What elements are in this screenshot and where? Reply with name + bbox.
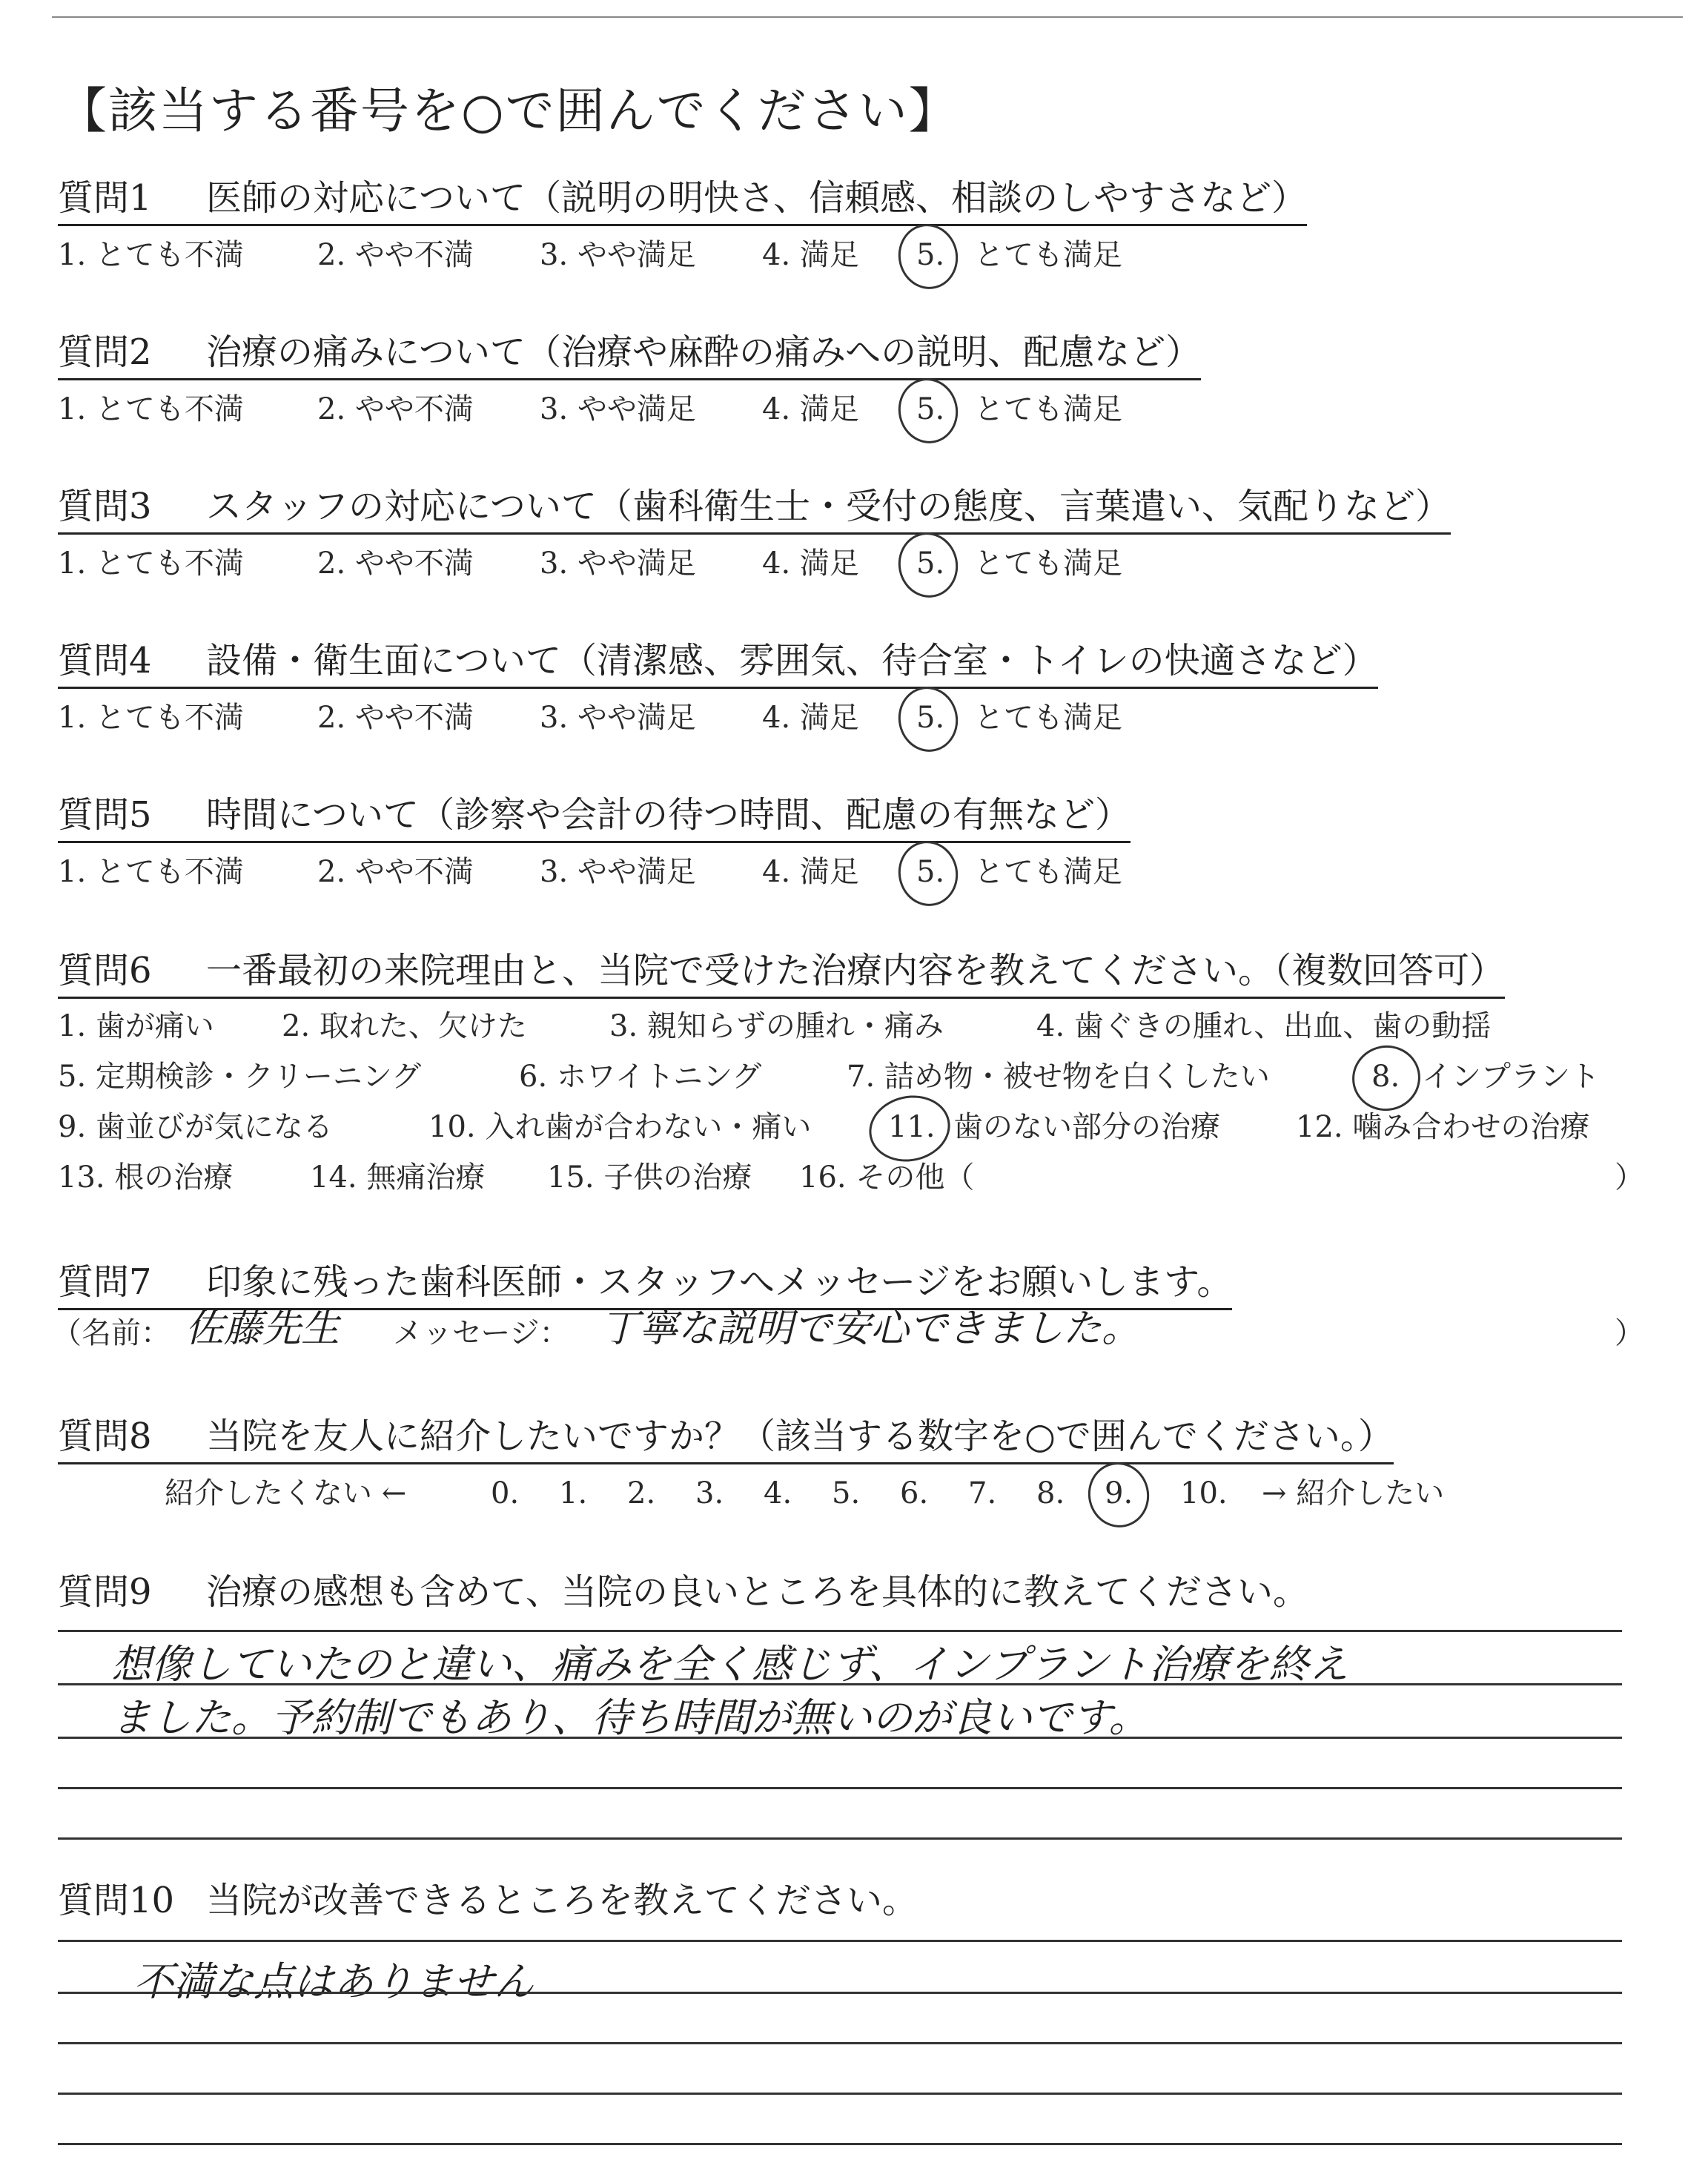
option-2[interactable]: 2. やや不満 (317, 392, 474, 426)
q9-answer-line-2[interactable]: ました。予約制でもあり、待ち時間が無いのが良いです。 (111, 1694, 1149, 1741)
option-3[interactable]: 3. やや満足 (540, 546, 696, 581)
option-1[interactable]: 1. 歯が痛い (58, 1009, 214, 1043)
option-4[interactable]: 4. 満足 (762, 392, 859, 426)
option-7[interactable]: 7. 詰め物・被せ物を白くしたい (847, 1060, 1270, 1094)
question-2-heading (58, 329, 1201, 380)
option-1[interactable]: 1. とても不満 (58, 546, 244, 581)
option-1[interactable]: 1. とても不満 (58, 701, 244, 735)
question-4-heading (58, 638, 1378, 689)
option-4[interactable]: 4. 満足 (762, 701, 859, 735)
writing-line (58, 1737, 1622, 1739)
option-2[interactable]: 2. 取れた、欠けた (282, 1009, 527, 1043)
question-8-heading (58, 1413, 1394, 1464)
option-3[interactable]: 3. やや満足 (540, 392, 696, 426)
option-4[interactable]: 4. 満足 (762, 855, 859, 889)
other-paren-close: ） (1615, 1160, 1644, 1195)
question-6-heading (58, 948, 1505, 999)
question-number: 質問3 (58, 486, 152, 527)
question-text: 治療の痛みについて（治療や麻酔の痛みへの説明、配慮など） (206, 331, 1202, 373)
option-14[interactable]: 14. 無痛治療 (310, 1160, 486, 1195)
instruction-heading: 【該当する番号を○で囲んでください】 (58, 82, 959, 139)
message-paren-close: ） (1615, 1316, 1644, 1350)
writing-line (58, 1992, 1622, 1994)
option-5-label: とても満足 (974, 546, 1122, 581)
name-label: （名前： (52, 1316, 171, 1350)
scale-right-label: → 紹介したい (1262, 1476, 1445, 1510)
option-5-label: とても満足 (974, 701, 1122, 735)
option-5[interactable]: 5. (916, 392, 945, 426)
option-1[interactable]: 1. とても不満 (58, 855, 244, 889)
question-number: 質問7 (58, 1261, 152, 1303)
option-2[interactable]: 2. やや不満 (317, 546, 474, 581)
writing-line (58, 2143, 1622, 2145)
scale-2[interactable]: 2. (627, 1476, 656, 1510)
option-3[interactable]: 3. 親知らずの腫れ・痛み (609, 1009, 944, 1043)
question-10-heading (58, 1877, 918, 1926)
question-number: 質問10 (58, 1880, 175, 1921)
scale-0[interactable]: 0. (491, 1476, 520, 1510)
option-4[interactable]: 4. 満足 (762, 546, 859, 581)
top-rule (52, 16, 1683, 18)
question-1-heading (58, 175, 1307, 226)
scale-7[interactable]: 7. (968, 1476, 997, 1510)
option-3[interactable]: 3. やや満足 (540, 855, 696, 889)
option-5-label: とても満足 (974, 855, 1122, 889)
writing-line (58, 1837, 1622, 1840)
option-2[interactable]: 2. やや不満 (317, 238, 474, 272)
question-text: 当院を友人に紹介したいですか？（該当する数字を○で囲んでください。） (206, 1416, 1394, 1457)
question-3-heading (58, 483, 1451, 535)
scale-6[interactable]: 6. (900, 1476, 929, 1510)
q10-answer-line-1[interactable]: 不満な点はありません (133, 1958, 534, 2005)
question-text: 設備・衛生面について（清潔感、雰囲気、待合室・トイレの快適さなど） (206, 640, 1378, 681)
question-text: 印象に残った歯科医師・スタッフへメッセージをお願いします。 (206, 1261, 1233, 1303)
scale-9[interactable]: 9. (1105, 1476, 1133, 1510)
question-number: 質問8 (58, 1416, 152, 1457)
option-15[interactable]: 15. 子供の治療 (547, 1160, 752, 1195)
option-5[interactable]: 5. 定期検診・クリーニング (58, 1060, 422, 1094)
question-number: 質問9 (58, 1571, 152, 1613)
question-number: 質問6 (58, 950, 152, 991)
question-text: 時間について（診察や会計の待つ時間、配慮の有無など） (206, 794, 1131, 836)
writing-line (58, 1940, 1622, 1942)
writing-line (58, 2093, 1622, 2095)
option-5[interactable]: 5. (916, 238, 945, 272)
option-1[interactable]: 1. とても不満 (58, 392, 244, 426)
question-7-heading (58, 1259, 1232, 1310)
option-10[interactable]: 10. 入れ歯が合わない・痛い (428, 1110, 812, 1144)
option-3[interactable]: 3. やや満足 (540, 701, 696, 735)
question-5-heading (58, 792, 1131, 843)
q9-answer-line-1[interactable]: 想像していたのと違い、痛みを全く感じず、インプラント治療を終え (111, 1641, 1349, 1688)
option-16[interactable]: 16. その他（ (799, 1160, 975, 1195)
message-row (52, 1307, 1644, 1355)
scale-5[interactable]: 5. (832, 1476, 861, 1510)
option-3[interactable]: 3. やや満足 (540, 238, 696, 272)
scale-8[interactable]: 8. (1036, 1476, 1065, 1510)
option-6[interactable]: 6. ホワイトニング (519, 1060, 762, 1094)
option-5[interactable]: 5. (916, 855, 945, 889)
question-text: 当院が改善できるところを教えてください。 (206, 1880, 918, 1921)
question-text: スタッフの対応について（歯科衛生士・受付の態度、言葉遣い、気配りなど） (206, 486, 1452, 527)
option-5-label: とても満足 (974, 238, 1122, 272)
option-1[interactable]: 1. とても不満 (58, 238, 244, 272)
option-12[interactable]: 12. 噛み合わせの治療 (1296, 1110, 1590, 1144)
question-text: 一番最初の来院理由と、当院で受けた治療内容を教えてください。（複数回答可） (206, 950, 1506, 991)
message-value[interactable]: 丁寧な説明で安心できました。 (600, 1307, 1141, 1351)
option-5[interactable]: 5. (916, 546, 945, 581)
option-5[interactable]: 5. (916, 701, 945, 735)
scale-left-label: 紹介したくない ← (165, 1476, 407, 1510)
option-2[interactable]: 2. やや不満 (317, 701, 474, 735)
question-number: 質問4 (58, 640, 152, 681)
question-number: 質問2 (58, 331, 152, 373)
question-text: 医師の対応について（説明の明快さ、信頼感、相談のしやすさなど） (206, 177, 1308, 219)
writing-line (58, 1787, 1622, 1789)
scale-4[interactable]: 4. (764, 1476, 792, 1510)
question-number: 質問5 (58, 794, 152, 836)
question-number: 質問1 (58, 177, 152, 219)
question-9-heading (58, 1569, 1308, 1618)
option-4[interactable]: 4. 満足 (762, 238, 859, 272)
question-text: 治療の感想も含めて、当院の良いところを具体的に教えてください。 (206, 1571, 1309, 1613)
option-2[interactable]: 2. やや不満 (317, 855, 474, 889)
writing-line (58, 1683, 1622, 1685)
name-value[interactable]: 佐藤先生 (185, 1307, 340, 1351)
writing-line (58, 2042, 1622, 2044)
writing-line (58, 1630, 1622, 1632)
scale-1[interactable]: 1. (559, 1476, 588, 1510)
option-11-label: 歯のない部分の治療 (953, 1110, 1220, 1144)
option-5-label: とても満足 (974, 392, 1122, 426)
option-13[interactable]: 13. 根の治療 (58, 1160, 234, 1195)
option-8-label: インプラント (1422, 1060, 1600, 1094)
scale-10[interactable]: 10. (1180, 1476, 1228, 1510)
option-9[interactable]: 9. 歯並びが気になる (58, 1110, 333, 1144)
option-11[interactable]: 11. (888, 1110, 936, 1144)
message-label: メッセージ： (393, 1316, 569, 1350)
option-4[interactable]: 4. 歯ぐきの腫れ、出血、歯の動揺 (1036, 1009, 1492, 1043)
scale-3[interactable]: 3. (695, 1476, 724, 1510)
option-8[interactable]: 8. (1371, 1060, 1400, 1094)
